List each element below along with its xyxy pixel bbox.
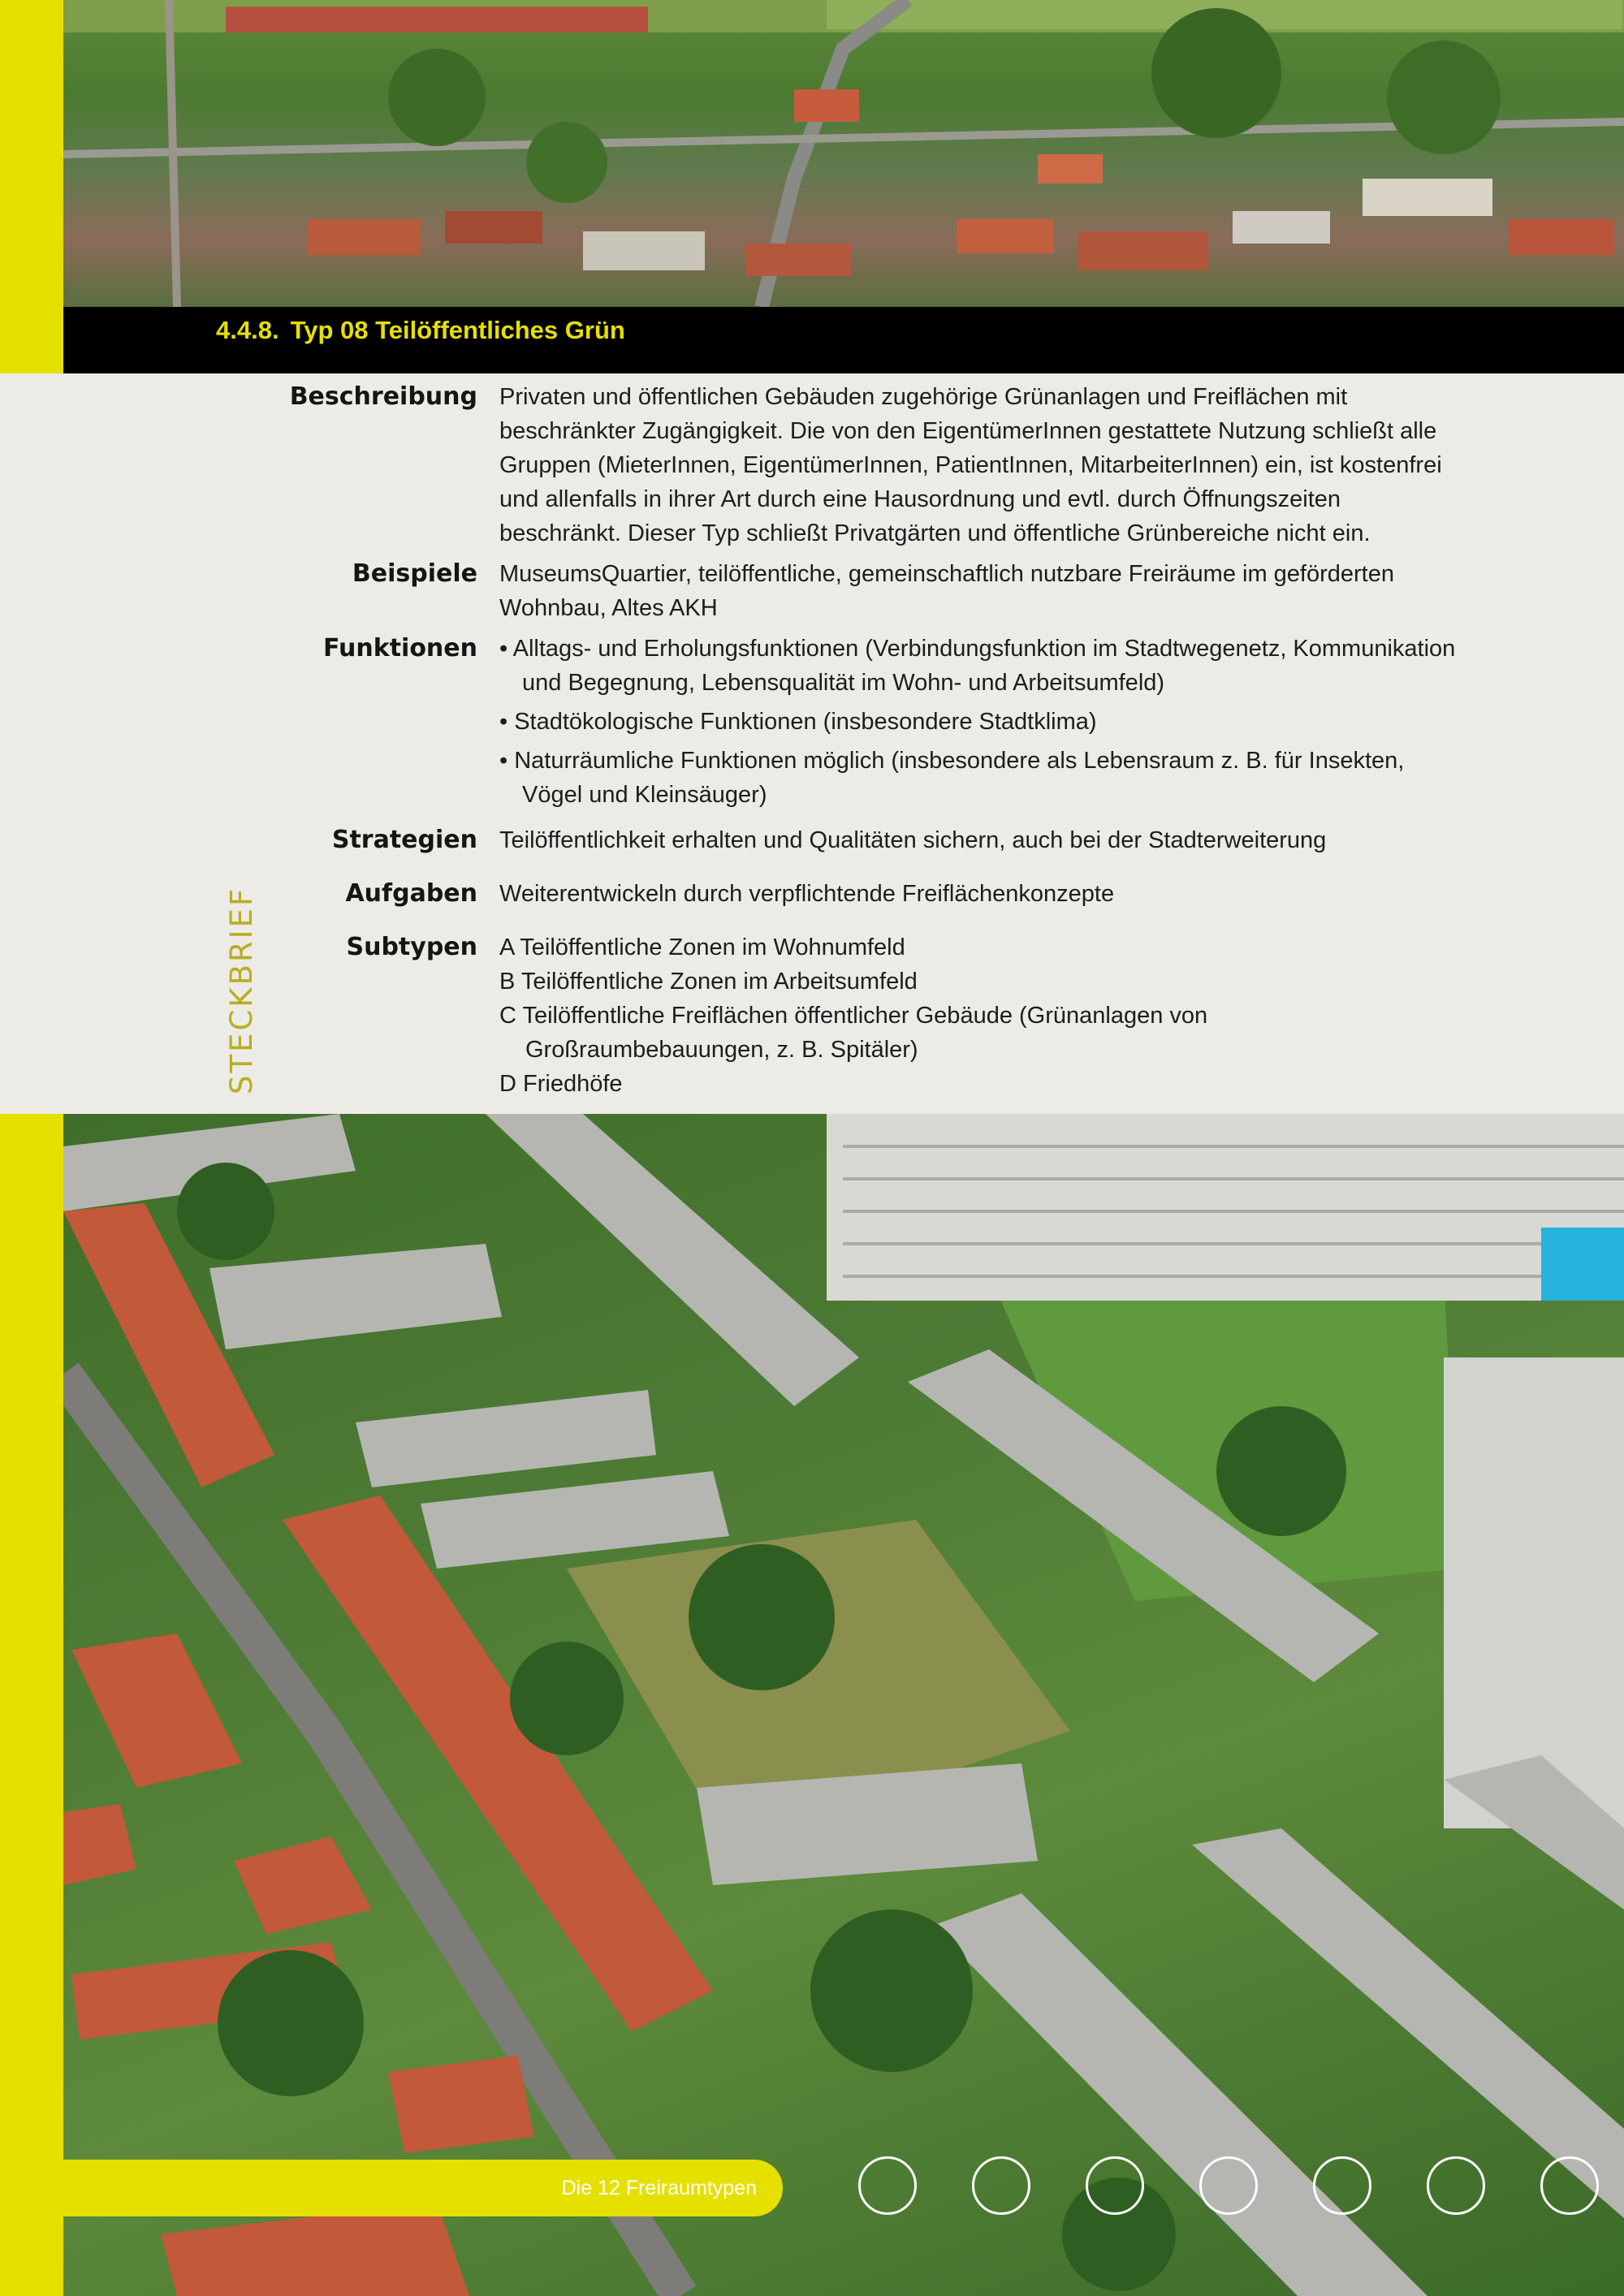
footer-nav-pill[interactable] [63, 2160, 783, 2216]
list-item: D Friedhöfe [499, 1071, 623, 1097]
accent-bar-bottom [0, 1114, 63, 2296]
accent-bar-top [0, 0, 63, 373]
label-aufgaben: Aufgaben [345, 879, 477, 908]
label-funktionen: Funktionen [323, 634, 477, 662]
aerial-photo-top-graphic [63, 0, 1624, 307]
type-nav-circle[interactable] [1540, 2156, 1599, 2215]
text-beschreibung: Privaten und öffentlichen Gebäuden zugehörige Grünanlagen und Freiflächen mit beschränkter Zugängigkeit. Die von den EigentümerInnen gestattete Nutzung schließt alle Gruppen (MieterInnen, EigentümerInnen, PatientInnen, MitarbeiterInnen) ein, ist kostenfrei und allenfalls in ihrer Art durch eine Hausordnung und evtl. durch Öffnungszeiten beschränkt. Dieser Typ schließt Privatgärten und öffentliche Grünbereiche nicht ein. [499, 384, 1442, 546]
text-strategien: Teilöffentlichkeit erhalten und Qualitäten sichern, auch bei der Stadterweiterung [499, 827, 1327, 853]
label-beispiele: Beispiele [352, 559, 477, 588]
type-nav-circle[interactable] [1427, 2156, 1485, 2215]
type-nav-circle[interactable] [1086, 2156, 1144, 2215]
list-subtypen [499, 930, 1458, 1101]
aerial-photo-bottom [63, 1114, 1624, 2296]
section-title [216, 307, 625, 373]
aerial-photo-top [63, 0, 1624, 307]
footer-label: Die 12 Freiraumtypen [561, 2177, 757, 2199]
text-beispiele: MuseumsQuartier, teilöffentliche, gemeinschaftlich nutzbare Freiräume im geförderten Wohnbau, Altes AKH [499, 561, 1394, 621]
list-item: • Naturräumliche Funktionen möglich (insbesondere als Lebensraum z. B. für Insekten, Vögel und Kleinsäuger) [499, 748, 1405, 808]
list-item: • Stadtökologische Funktionen (insbesondere Stadtklima) [499, 709, 1097, 735]
type-nav-circle[interactable] [1313, 2156, 1371, 2215]
list-item: • Alltags- und Erholungsfunktionen (Verbindungsfunktion im Stadtwegenetz, Kommunikation und Begegnung, Lebensqualität im Wohn- und Arbeitsumfeld) [499, 636, 1456, 696]
type-nav-circle[interactable] [972, 2156, 1030, 2215]
title-band [63, 307, 1624, 373]
section-title-text: Typ 08 Teilöffentliches Grün [290, 316, 625, 344]
type-nav-circle[interactable] [1199, 2156, 1258, 2215]
text-aufgaben: Weiterentwickeln durch verpflichtende Freiflächenkonzepte [499, 881, 1115, 907]
section-number: 4.4.8. [216, 316, 279, 344]
aerial-photo-bottom-graphic [63, 1114, 1624, 2296]
type-nav-circle[interactable] [858, 2156, 917, 2215]
list-item: B Teilöffentliche Zonen im Arbeitsumfeld [499, 969, 918, 995]
label-strategien: Strategien [331, 826, 477, 854]
list-item: C Teilöffentliche Freiflächen öffentlicher Gebäude (Grünanlagen von Großraumbebauungen, z. B. Spitäler) [499, 1003, 1208, 1063]
list-item: A Teilöffentliche Zonen im Wohnumfeld [499, 934, 905, 960]
label-subtypen: Subtypen [346, 933, 477, 961]
vertical-label: STECKBRIEF [224, 886, 259, 1094]
label-beschreibung: Beschreibung [289, 382, 477, 411]
list-funktionen [499, 632, 1458, 817]
